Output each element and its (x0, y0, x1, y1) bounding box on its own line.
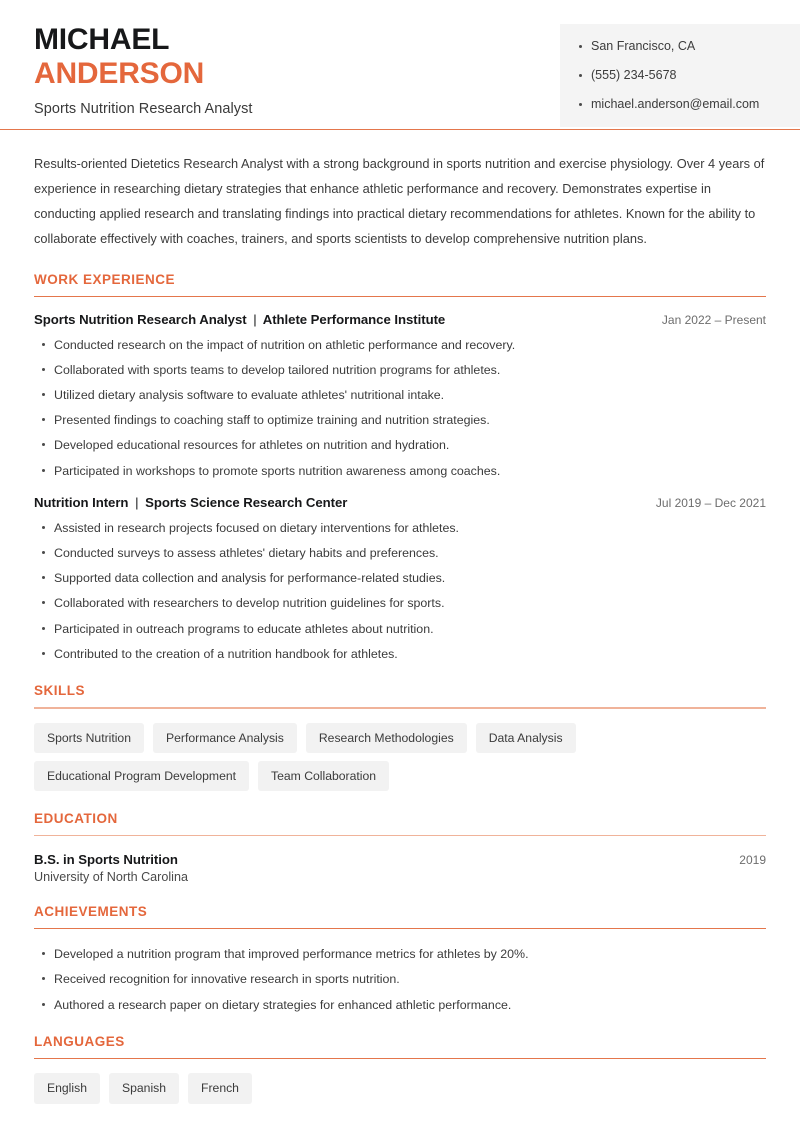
phone-text: (555) 234-5678 (591, 67, 677, 82)
headline-job-title: Sports Nutrition Research Analyst (34, 101, 253, 118)
section-title-languages: LANGUAGES (34, 1034, 125, 1050)
skill-chip: Research Methodologies (306, 723, 467, 753)
section-divider (34, 1058, 766, 1059)
contact-item-phone (590, 67, 786, 84)
language-chip: French (188, 1073, 252, 1103)
skills-chip-list (34, 723, 766, 791)
bullet-item: Participated in outreach programs to educate athletes about nutrition. (34, 620, 766, 639)
resume-header (0, 0, 800, 130)
bullet-item: Assisted in research projects focused on dietary interventions for athletes. (34, 519, 766, 538)
section-education (34, 811, 766, 884)
experience-company: Athlete Performance Institute (262, 312, 446, 327)
section-divider (34, 707, 766, 708)
experience-company: Sports Science Research Center (145, 495, 348, 511)
section-languages (34, 1034, 766, 1103)
experience-role: Sports Nutrition Research Analyst (34, 312, 247, 327)
bullet-item: Developed educational resources for athletes on nutrition and hydration. (34, 436, 766, 455)
location-text: San Francisco, CA (591, 39, 696, 53)
education-entry (34, 852, 766, 884)
first-name: MICHAEL (34, 23, 170, 56)
skill-chip: Educational Program Development (34, 761, 249, 791)
bullet-item: Collaborated with researchers to develop nutrition guidelines for sports. (34, 594, 766, 613)
section-title-achievements: ACHIEVEMENTS (34, 904, 148, 920)
bullet-item: Contributed to the creation of a nutrition handbook for athletes. (34, 645, 766, 664)
section-divider (34, 835, 766, 836)
bullet-item: Utilized dietary analysis software to evaluate athletes' nutritional intake. (34, 386, 766, 405)
section-title-education: EDUCATION (34, 810, 118, 826)
skill-chip: Sports Nutrition (34, 723, 144, 753)
experience-bullets (34, 336, 766, 480)
achievements-bullets (34, 945, 766, 1014)
title-separator: | (253, 312, 257, 327)
experience-title (34, 312, 445, 327)
language-chip: Spanish (109, 1073, 179, 1103)
professional-summary: Results-oriented Dietetics Research Analyst with a strong background in sports nutrition and exercise physiology. Over 4 years of experience in researching dietary strategies that enhance athletic performance and recovery. Demonstrates expertise in conducting applied research and translating findings into practical dietary recommendations for athletes. Known for the ability to collaborate effectively with coaches, trainers, and sports scientists to develop comprehensive nutrition plans. (34, 156, 765, 246)
education-date: 2019 (739, 853, 766, 868)
bullet-item: Conducted surveys to assess athletes' dietary habits and preferences. (34, 544, 766, 563)
section-divider (34, 928, 766, 929)
bullet-item: Collaborated with sports teams to develop tailored nutrition programs for athletes. (34, 361, 766, 380)
language-chip: English (34, 1073, 100, 1103)
contact-item-email[interactable] (590, 96, 786, 113)
section-achievements (34, 904, 766, 1014)
experience-entry (34, 312, 766, 480)
bullet-item: Conducted research on the impact of nutrition on athletic performance and recovery. (34, 336, 766, 355)
bullet-item: Received recognition for innovative research in sports nutrition. (34, 970, 766, 989)
skill-chip: Data Analysis (476, 723, 576, 753)
identity-block (0, 0, 252, 117)
email-text: michael.anderson@email.com (591, 96, 760, 111)
title-separator: | (135, 495, 139, 511)
bullet-item: Participated in workshops to promote sports nutrition awareness among coaches. (34, 462, 766, 481)
bullet-item: Authored a research paper on dietary strategies for enhanced athletic performance. (34, 996, 766, 1015)
experience-title (34, 495, 347, 510)
experience-date: Jan 2022 – Present (661, 313, 766, 327)
section-skills (34, 683, 766, 791)
header-divider (0, 129, 800, 131)
section-work-experience (34, 272, 766, 664)
last-name: ANDERSON (34, 56, 205, 90)
contact-list (560, 38, 800, 113)
bullet-item: Supported data collection and analysis for performance-related studies. (34, 569, 766, 588)
skill-chip: Team Collaboration (258, 761, 389, 791)
bullet-item: Presented findings to coaching staff to optimize training and nutrition strategies. (34, 411, 766, 430)
section-title-work-experience: WORK EXPERIENCE (34, 271, 176, 287)
languages-chip-list (34, 1073, 766, 1103)
skill-chip: Performance Analysis (153, 723, 297, 753)
section-divider (34, 296, 766, 297)
experience-entry (34, 495, 766, 663)
experience-date: Jul 2019 – Dec 2021 (655, 496, 766, 511)
experience-role: Nutrition Intern (34, 495, 129, 511)
contact-item-location (590, 38, 786, 55)
education-institution: University of North Carolina (34, 870, 188, 885)
contact-info-box (560, 24, 800, 127)
experience-bullets (34, 519, 766, 663)
bullet-item: Developed a nutrition program that improved performance metrics for athletes by 20%. (34, 945, 766, 964)
resume-content (0, 152, 800, 1104)
education-degree: B.S. in Sports Nutrition (34, 852, 178, 868)
section-title-skills: SKILLS (34, 683, 86, 699)
